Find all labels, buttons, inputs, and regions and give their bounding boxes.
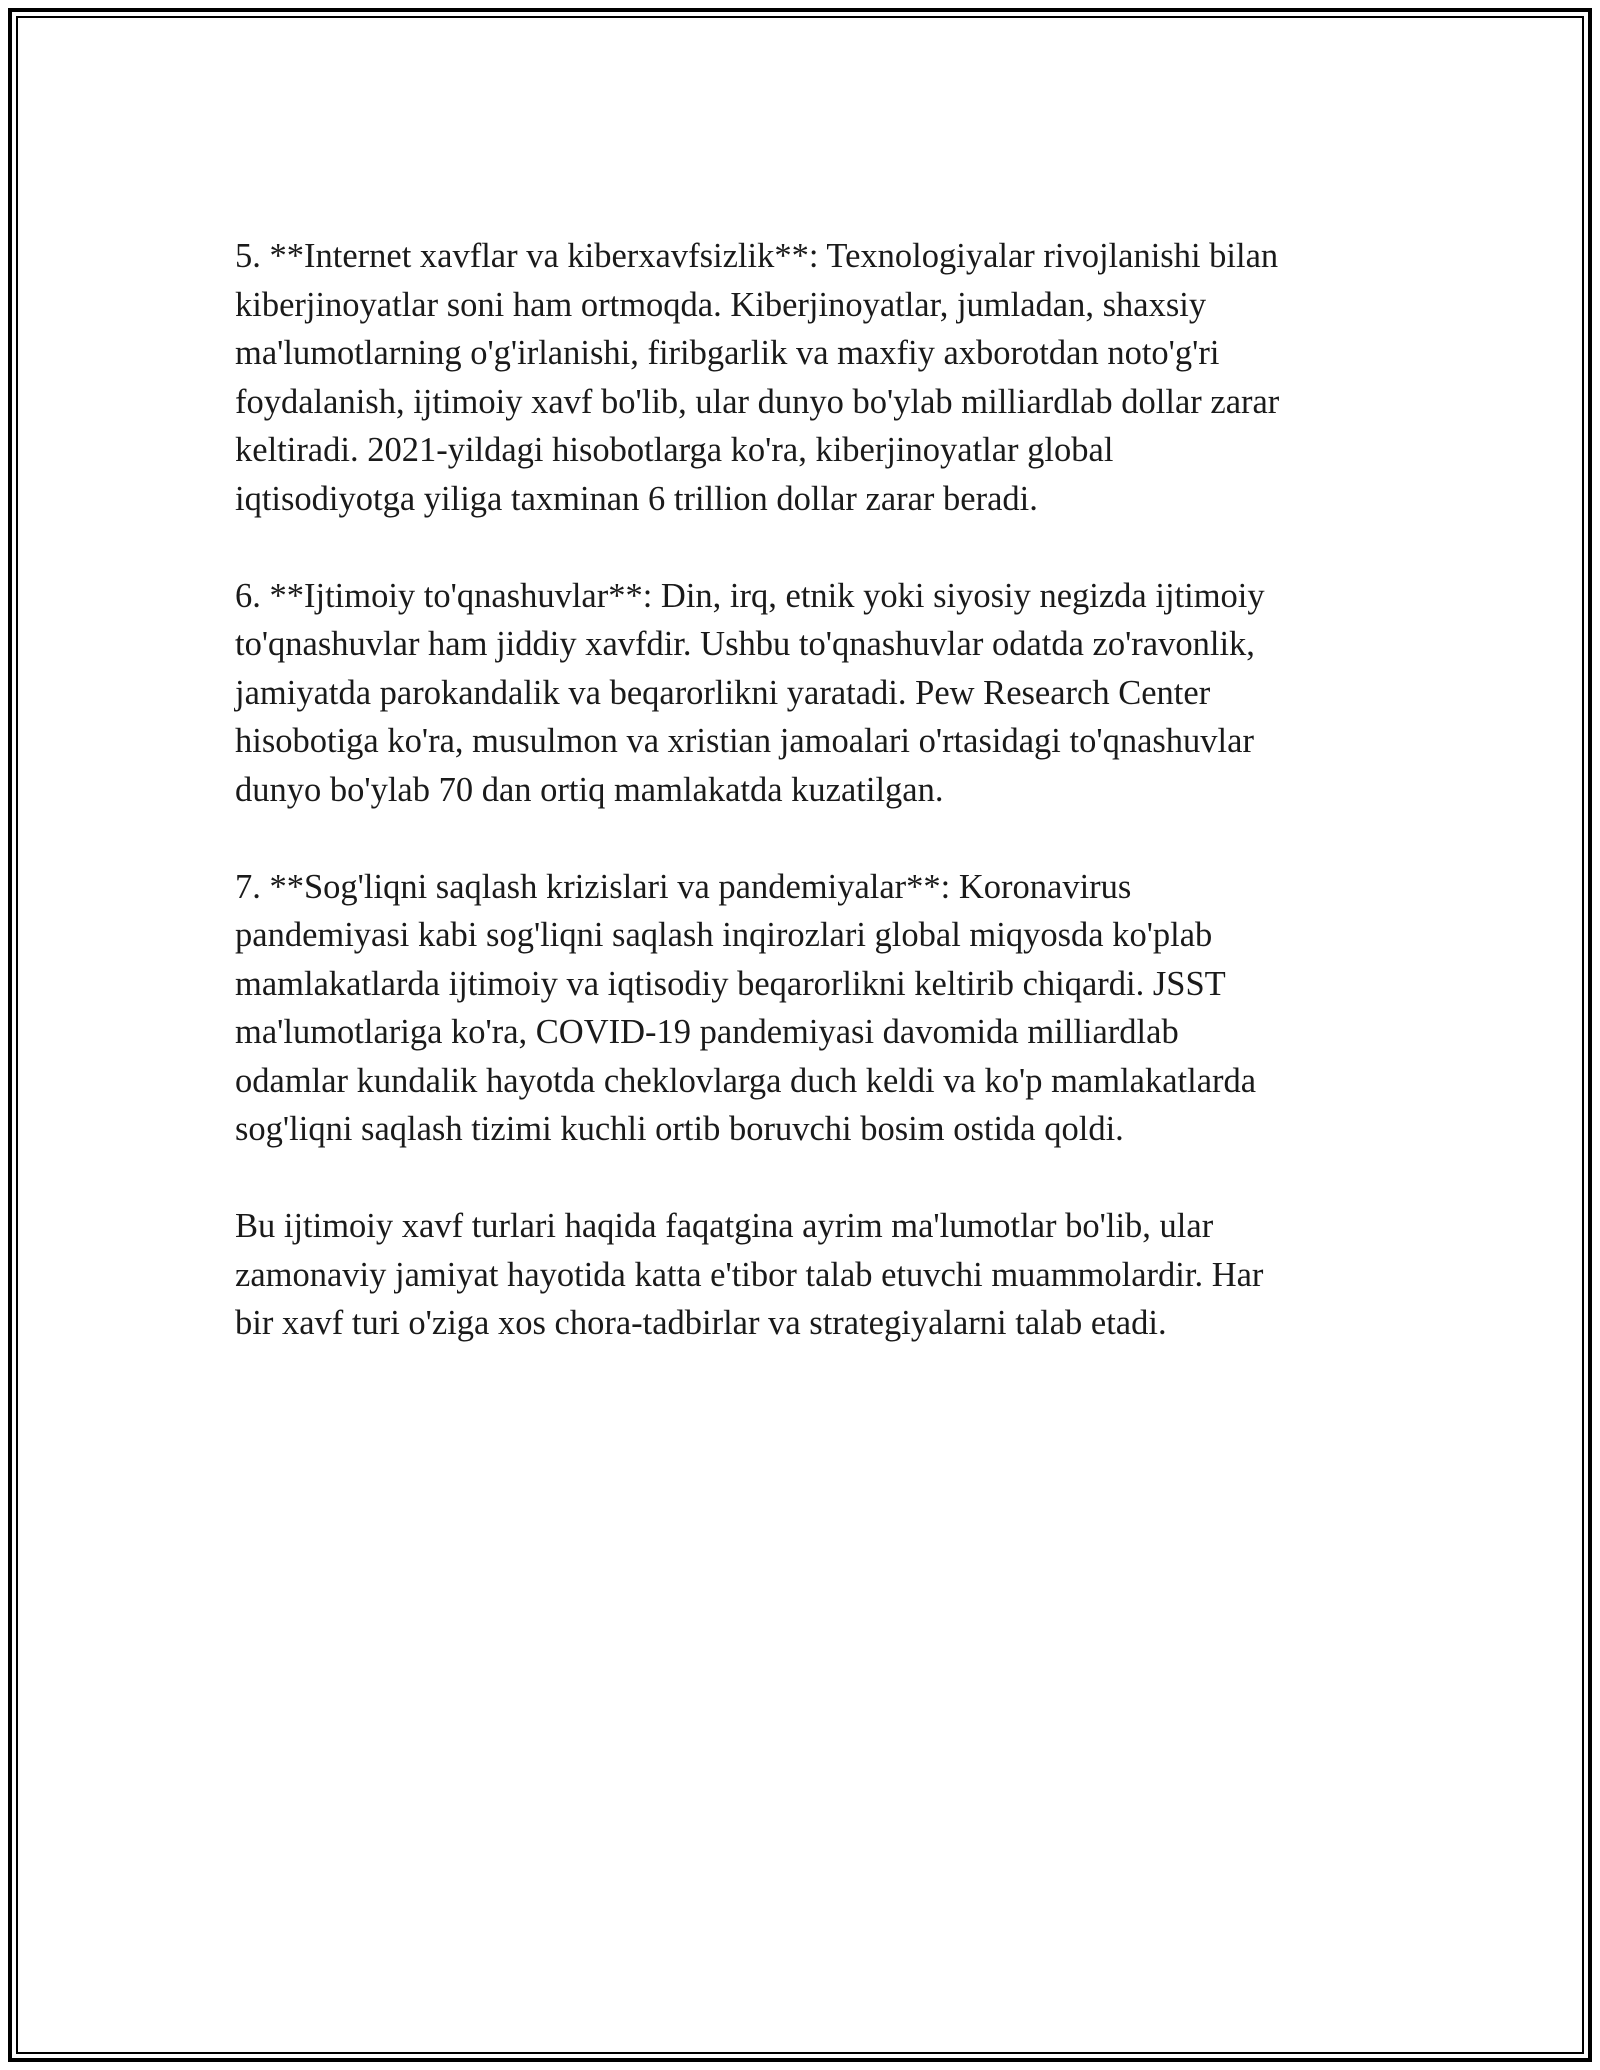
paragraph-internet-risks: 5. **Internet xavflar va kiberxavfsizlik**: Texnologiyalar rivojlanishi bilan kiberjinoyatlar soni ham ortmoqda. Kiberjinoyatlar, jumladan, shaxsiy ma'lumotlarning o'g'irlanishi, firibgarlik va maxfiy axborotdan noto'g'ri foydalanish, ijtimoiy xavf bo'lib, ular dunyo bo'ylab milliardlab dollar zarar keltiradi. 2021-yildagi hisobotlarga ko'ra, kiberjinoyatlar global iqtisodiyotga yiliga taxminan 6 trillion dollar zarar beradi. [235,237,1280,518]
paragraph-health-crises: 7. **Sog'liqni saqlash krizislari va pandemiyalar**: Koronavirus pandemiyasi kabi sog'liqni saqlash inqirozlari global miqyosda ko'plab mamlakatlarda ijtimoiy va iqtisodiy beqarorlikni keltirib chiqardi. JSST ma'lumotlariga ko'ra, COVID-19 pandemiyasi davomida milliardlab odamlar kundalik hayotda cheklovlarga duch keldi va ko'p mamlakatlarda sog'liqni saqlash tizimi kuchli ortib boruvchi bosim ostida qoldi. [235,867,1257,1148]
paragraph-social-conflicts: 6. **Ijtimoiy to'qnashuvlar**: Din, irq, etnik yoki siyosiy negizda ijtimoiy to'qnashuvlar ham jiddiy xavfdir. Ushbu to'qnashuvlar odatda zo'ravonlik, jamiyatda parokandalik va beqarorlikni yaratadi. Pew Research Center hisobotiga ko'ra, musulmon va xristian jamoalari o'rtasidagi to'qnashuvlar dunyo bo'ylab 70 dan ortiq mamlakatda kuzatilgan. [235,576,1265,809]
paragraph-conclusion: Bu ijtimoiy xavf turlari haqida faqatgina ayrim ma'lumotlar bo'lib, ular zamonaviy jamiyat hayotida katta e'tibor talab etuvchi muammolardir. Har bir xavf turi o'ziga xos chora-tadbirlar va strategiyalarni talab etadi. [235,1207,1264,1342]
document-body [235,232,1365,1396]
